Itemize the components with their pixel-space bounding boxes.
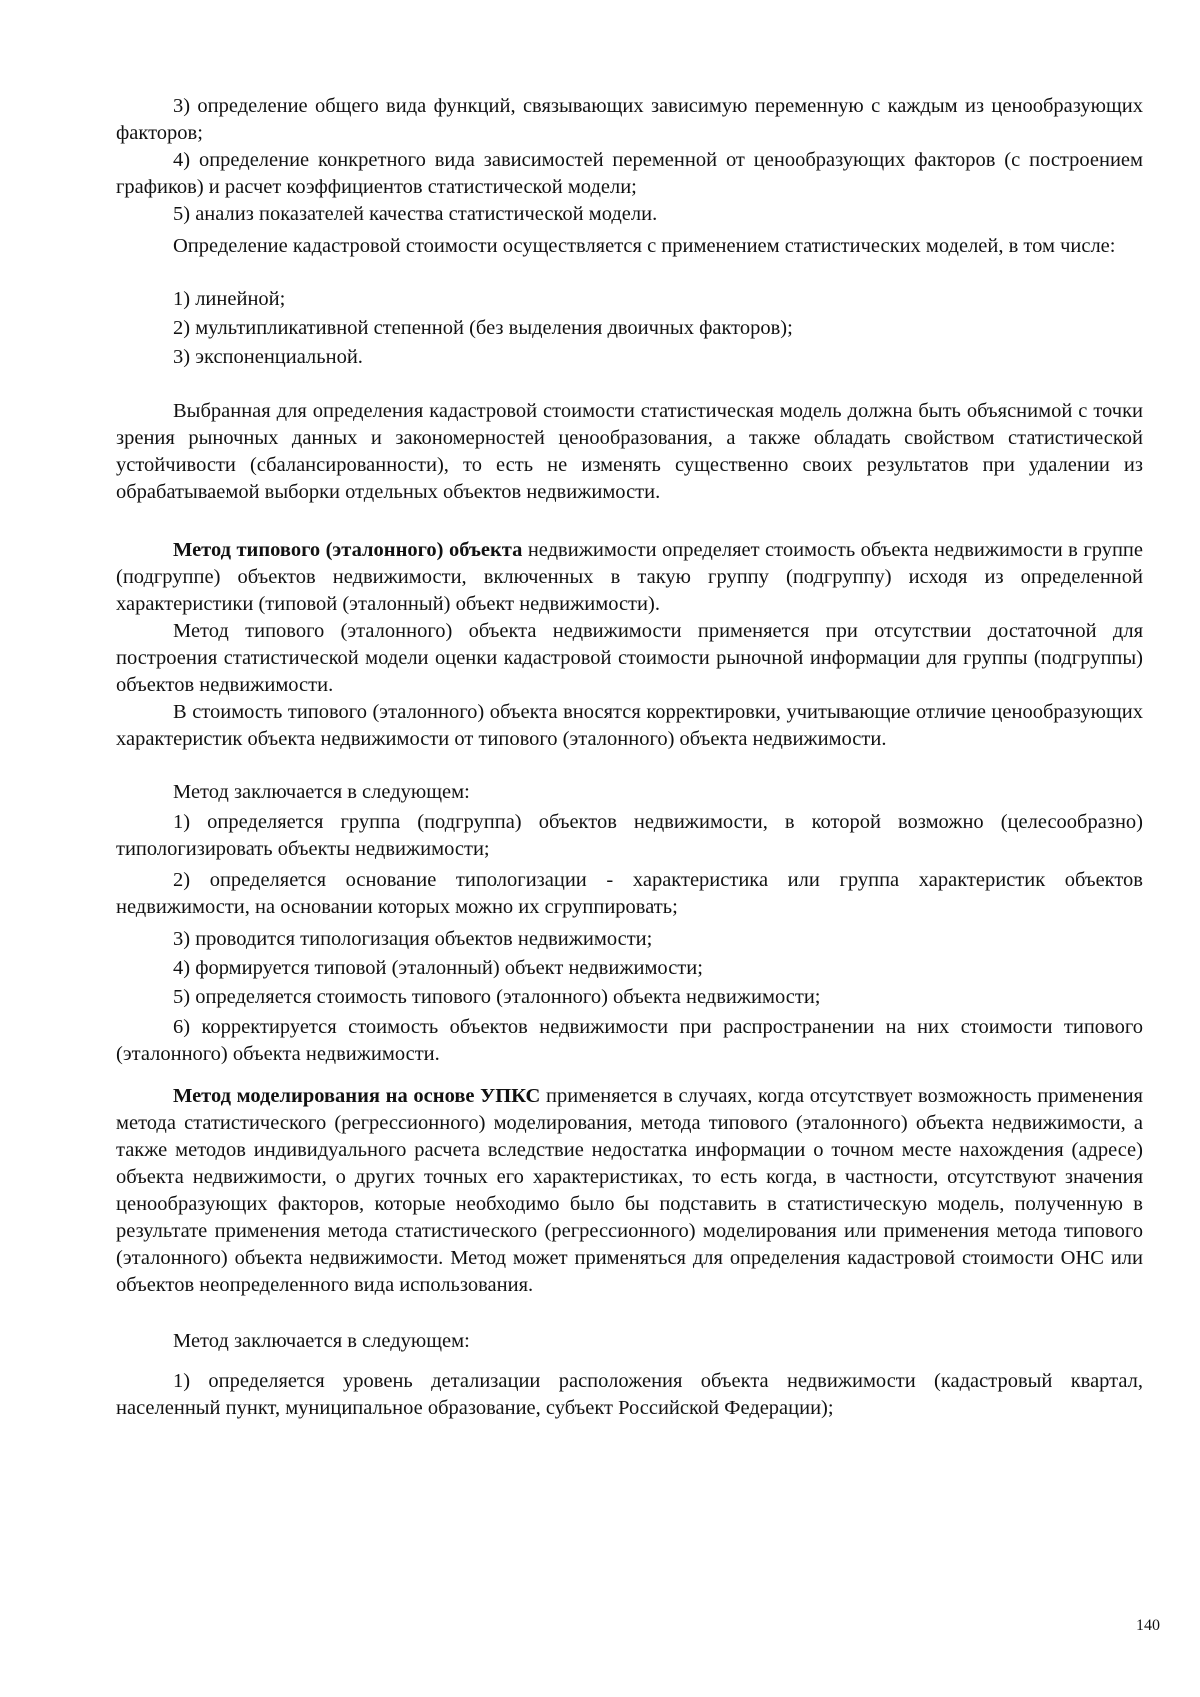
upks-steps-intro-block xyxy=(116,1328,1143,1355)
upks-method-paragraph xyxy=(116,1083,1143,1299)
upks-method-title: Метод моделирования на основе УПКС xyxy=(173,1085,541,1107)
model-list-item xyxy=(116,286,1143,313)
typical-method-step xyxy=(116,984,1143,1011)
model-stability-paragraph: Выбранная для определения кадастровой стоимости статистическая модель должна быть объяснимой с точки зрения рыночных данных и закономерностей ценообразования, а также обладать свойством статистической устойчивости (сбалансированности), то есть не изменять существенно своих результатов при удалении из обрабатываемой выборки отдельных объектов недвижимости. xyxy=(116,400,1143,503)
typical-step-2: 2) определяется основание типологизации - характеристика или группа характеристик объектов недвижимости, на основании которых можно их сгруппировать; xyxy=(116,869,1143,918)
typical-step-4: 4) формируется типовой (эталонный) объект недвижимости; xyxy=(173,957,703,979)
step-4-paragraph: 4) определение конкретного вида зависимостей переменной от ценообразующих факторов (с построением графиков) и расчет коэффициентов статистической модели; xyxy=(116,149,1143,198)
step-3-paragraph: 3) определение общего вида функций, связывающих зависимую переменную с каждым из ценообразующих факторов; xyxy=(116,95,1143,144)
typical-method-steps-intro-block xyxy=(116,779,1143,806)
upks-step-1: 1) определяется уровень детализации расположения объекта недвижимости (кадастровый квартал, населенный пункт, муниципальное образование, субъект Российской Федерации); xyxy=(116,1370,1143,1419)
typical-step-5: 5) определяется стоимость типового (эталонного) объекта недвижимости; xyxy=(173,986,821,1008)
typical-object-method-applicability: Метод типового (эталонного) объекта недвижимости применяется при отсутствии достаточной для построения статистической модели оценки кадастровой стоимости рыночной информации для группы (подгруппы) объектов недвижимости. xyxy=(116,620,1143,696)
page-number: 140 xyxy=(1136,1617,1160,1634)
typical-object-method-text: недвижимости определяет стоимость объекта недвижимости в группе (подгруппе) объектов недвижимости, включенных в такую группу (подгруппу) исходя из определенной характеристики (типовой (эталонный) объект недвижимости). xyxy=(116,539,1143,615)
model-item-linear: 1) линейной; xyxy=(173,288,286,310)
typical-step-3: 3) проводится типологизация объектов недвижимости; xyxy=(173,928,653,950)
typical-step-1: 1) определяется группа (подгруппа) объектов недвижимости, в которой возможно (целесообразно) типологизировать объекты недвижимости; xyxy=(116,811,1143,860)
model-list-item xyxy=(116,315,1143,342)
typical-object-method-adjustments: В стоимость типового (эталонного) объекта вносятся корректировки, учитывающие отличие ценообразующих характеристик объекта недвижимости от типового (эталонного) объекта недвижимости. xyxy=(116,701,1143,750)
step-5-paragraph: 5) анализ показателей качества статистической модели. xyxy=(173,203,658,225)
typical-method-step xyxy=(116,955,1143,982)
typical-method-step xyxy=(116,809,1143,863)
method-steps-intro: Метод заключается в следующем: xyxy=(173,781,470,803)
upks-step xyxy=(116,1368,1143,1422)
model-stability-section xyxy=(116,398,1143,506)
model-list-item xyxy=(116,344,1143,371)
method-steps-continued xyxy=(116,93,1143,228)
typical-method-step xyxy=(116,867,1143,921)
model-item-exponential: 3) экспоненциальной. xyxy=(173,346,363,368)
typical-object-method-definition xyxy=(116,537,1143,618)
upks-method-text: применяется в случаях, когда отсутствует возможность применения метода статистического (регрессионного) моделирования, метода типового (эталонного) объекта недвижимости, а также методов индивидуального расчета вследствие недостатка информации о точном месте нахождения (адресе) объекта недвижимости, о других точных его характеристиках, то есть когда, в частности, отсутствуют значения ценообразующих факторов, которые необходимо было бы подставить в статистическую модель, полученную в результате применения метода статистического (регрессионного) моделирования или применения метода типового (эталонного) объекта недвижимости. Метод может применяться для определения кадастровой стоимости ОНС или объектов неопределенного вида использования. xyxy=(116,1085,1143,1296)
typical-object-method-title: Метод типового (эталонного) объекта xyxy=(173,539,523,561)
statistical-models-intro: Определение кадастровой стоимости осуществляется с применением статистических моделей, в том числе: xyxy=(173,235,1116,257)
typical-method-step xyxy=(116,926,1143,953)
typical-step-6: 6) корректируется стоимость объектов недвижимости при распространении на них стоимости типового (эталонного) объекта недвижимости. xyxy=(116,1016,1143,1065)
model-item-multiplicative: 2) мультипликативной степенной (без выделения двоичных факторов); xyxy=(173,317,793,339)
upks-method-section xyxy=(116,1083,1143,1299)
statistical-models-section xyxy=(116,233,1143,260)
upks-steps-intro: Метод заключается в следующем: xyxy=(173,1330,470,1352)
typical-method-step xyxy=(116,1014,1143,1068)
typical-object-method-section xyxy=(116,537,1143,753)
